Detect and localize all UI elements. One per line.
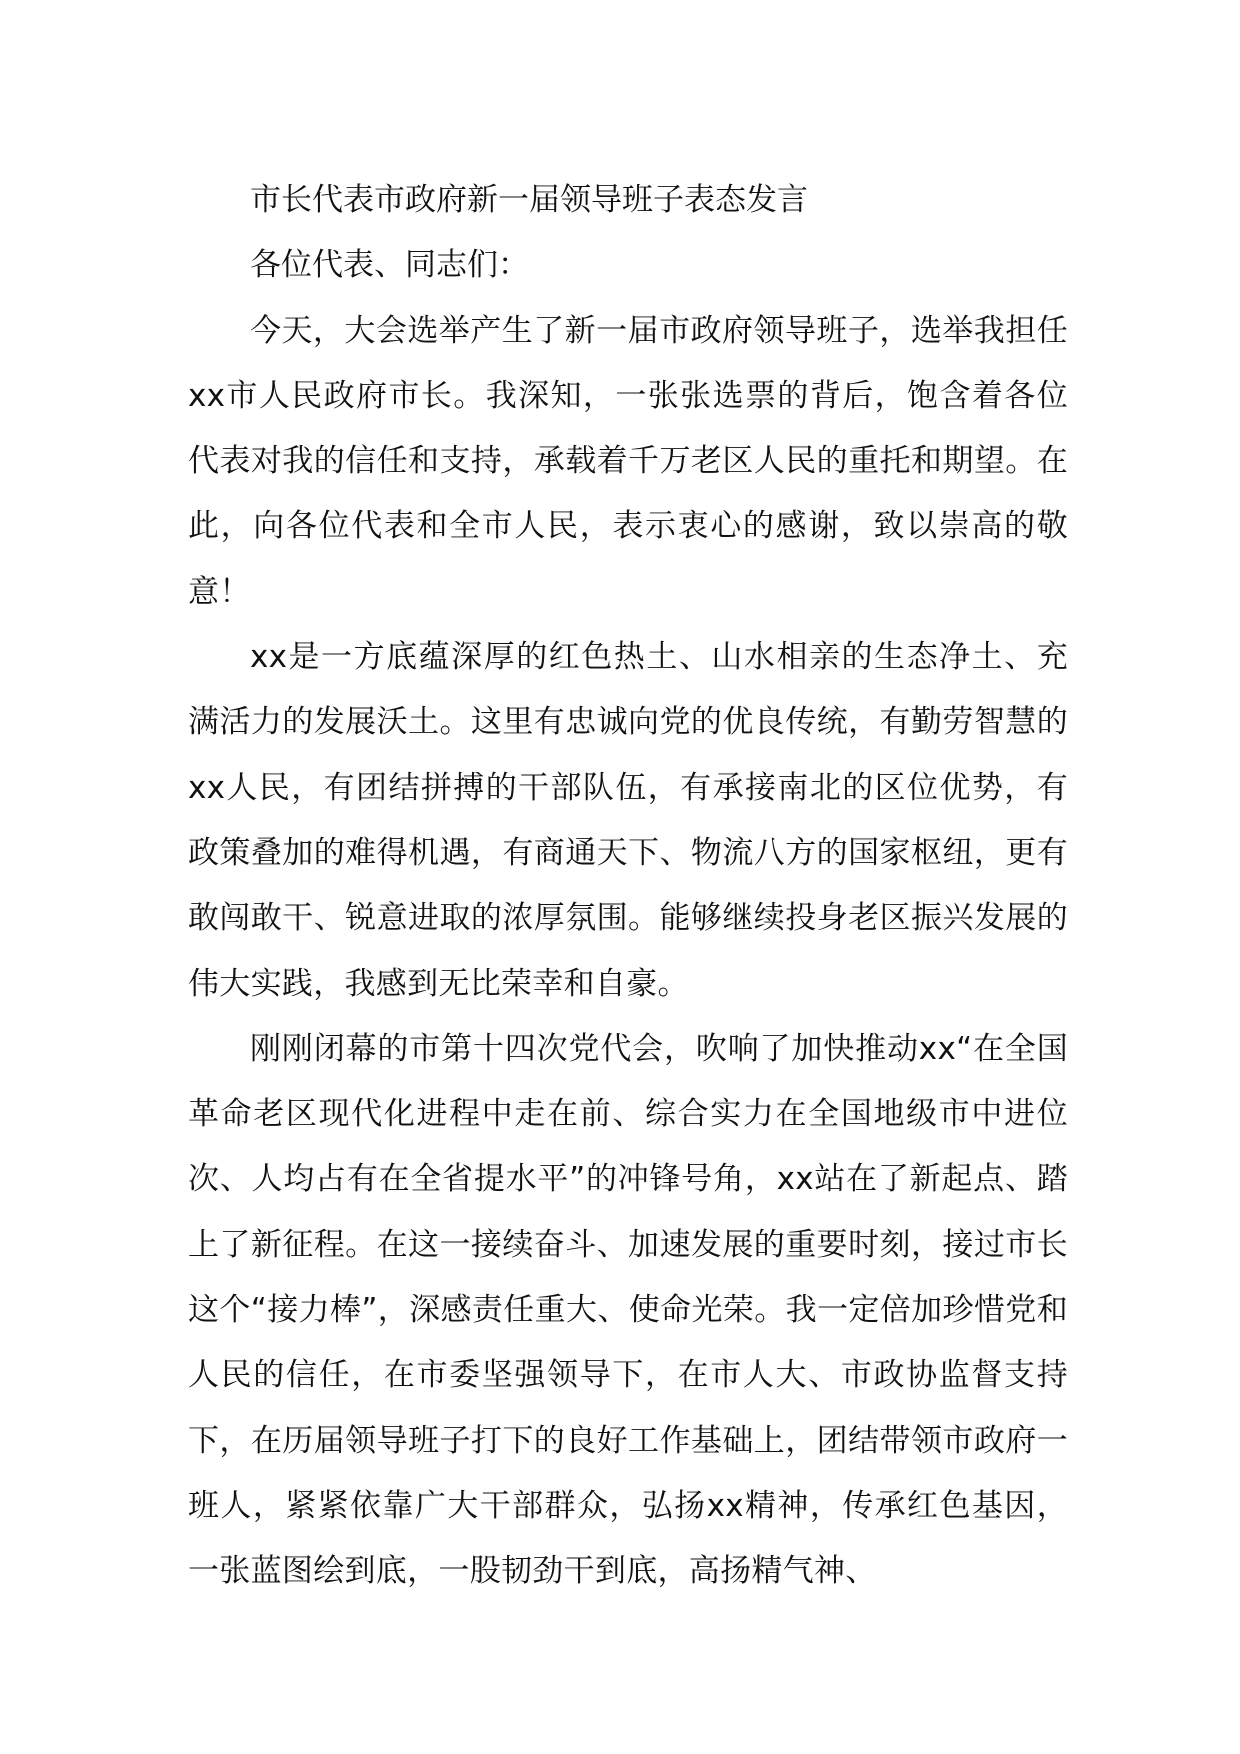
document-title: 市长代表市政府新一届领导班子表态发言 xyxy=(250,182,808,218)
salutation: 各位代表、同志们： xyxy=(250,247,529,284)
paragraph-1: 今天，大会选举产生了新一届市政府领导班子，选举我担任xx市人民政府市长。我深知，一张张选票的背后，饱含着各位代表对我的信任和支持，承载着千万老区人民的重托和期望。在此，向各位代表和全市人民，表示衷心的感谢，致以崇高的敬意！ xyxy=(188,312,1068,610)
paragraph-3: 刚刚闭幕的市第十四次党代会，吹响了加快推动xx“在全国革命老区现代化进程中走在前、综合实力在全国地级市中进位次、人均占有在全省提水平”的冲锋号角，xx站在了新起点、踏上了新征程。在这一接续奋斗、加速发展的重要时刻，接过市长这个“接力棒”，深感责任重大、使命光荣。我一定倍加珍惜党和人民的信任，在市委坚强领导下，在市人大、市政协监督支持下，在历届领导班子打下的良好工作基础上，团结带领市政府一班人，紧紧依靠广大干部群众，弘扬xx精神，传承红色基因，一张蓝图绘到底，一股韧劲干到底，高扬精气神、 xyxy=(188,1030,1068,1590)
paragraph-2: xx是一方底蕴深厚的红色热土、山水相亲的生态净土、充满活力的发展沃土。这里有忠诚向党的优良传统，有勤劳智慧的xx人民，有团结拼搏的干部队伍，有承接南北的区位优势，有政策叠加的难得机遇，有商通天下、物流八方的国家枢纽，更有敢闯敢干、锐意进取的浓厚氛围。能够继续投身老区振兴发展的伟大实践，我感到无比荣幸和自豪。 xyxy=(188,639,1068,1002)
document-body xyxy=(188,168,1068,1605)
